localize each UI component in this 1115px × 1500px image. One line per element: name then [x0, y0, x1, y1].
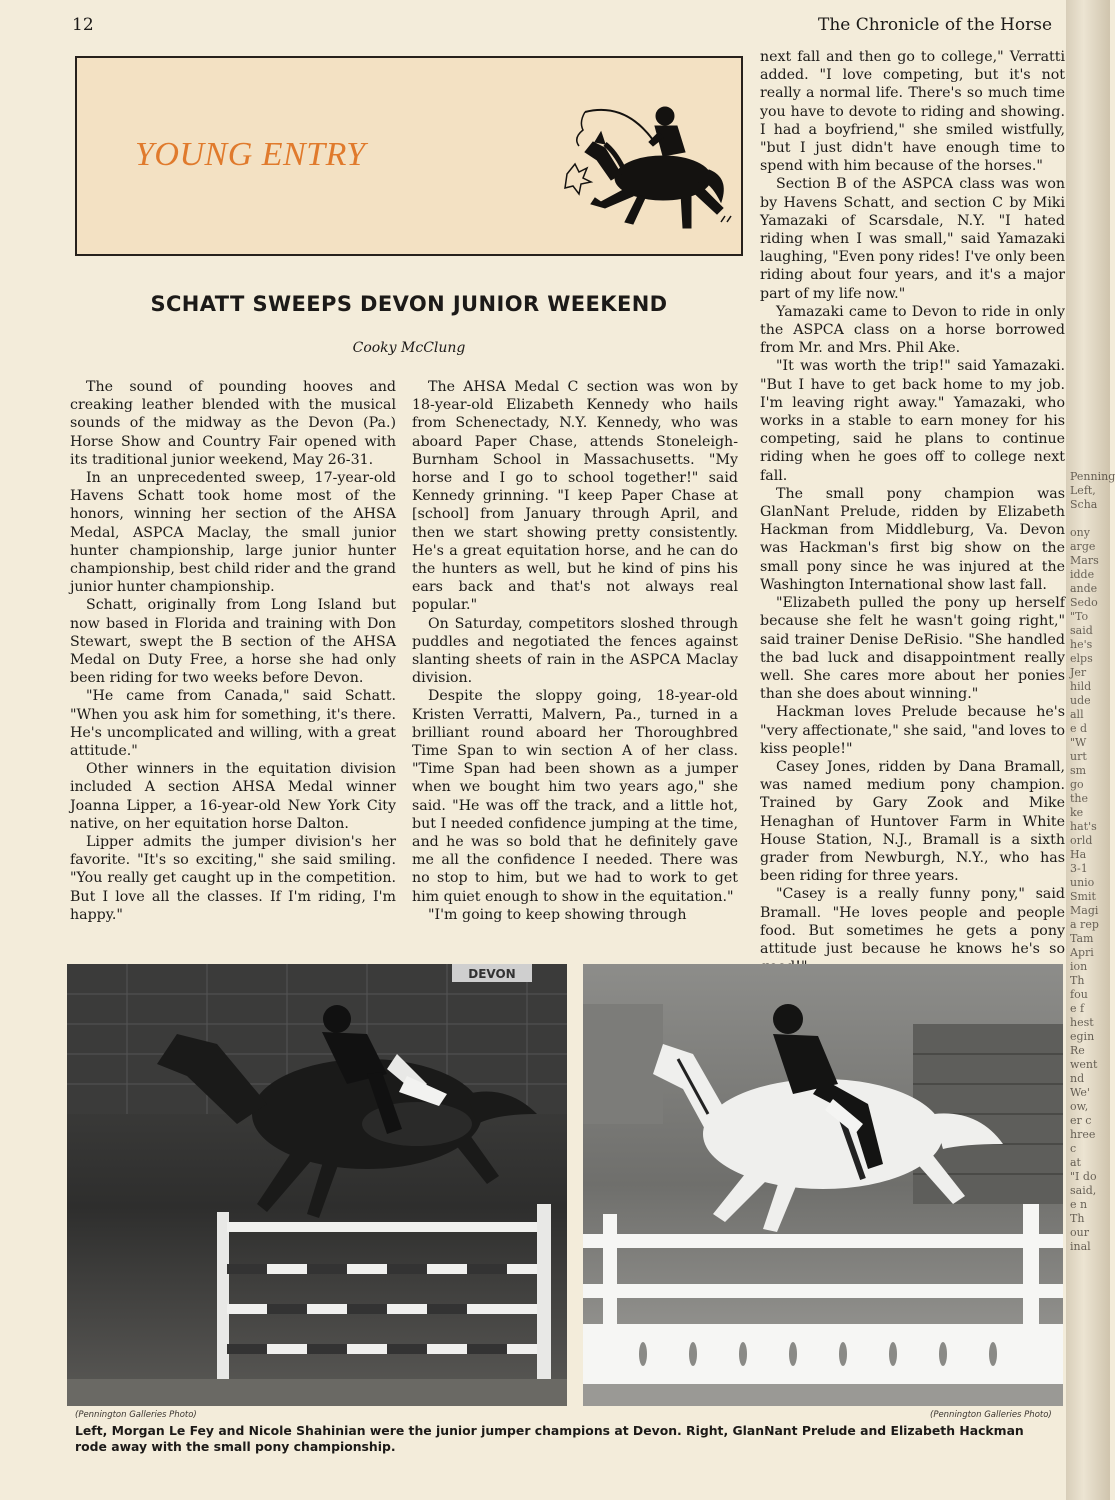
paragraph: The small pony champion was GlanNant Prelude, ridden by Elizabeth Hackman from Middleburg, Va. Devon was Hackman's first big show on the small pony since he was injured at the Washington International show last fall. — [760, 485, 1065, 593]
pony-jumping-photo — [583, 964, 1063, 1406]
adjacent-page-edge — [1066, 0, 1115, 1500]
photo-credit-left: (Pennington Galleries Photo) — [75, 1410, 197, 1420]
paragraph: "I'm going to keep showing through — [428, 906, 687, 923]
headline: SCHATT SWEEPS DEVON JUNIOR WEEKEND — [150, 292, 668, 316]
paragraph: Other winners in the equitation division included A section AHSA Medal winner Joanna Lipper, a 16-year-old New York City native, on her equitation horse Dalton. — [70, 761, 396, 832]
horse-jumping-photo — [67, 964, 567, 1406]
article-column-2 — [412, 378, 738, 924]
paragraph: Casey Jones, ridden by Dana Bramall, was named medium pony champion. Trained by Gary Zook and Mike Henaghan of Huntover Farm in White House Station, N.J., Bramall is a sixth grader from Newburgh, N.Y., who has been riding for three years. — [760, 758, 1065, 885]
photo-caption: Left, Morgan Le Fey and Nicole Shahinian were the junior jumper champions at Devon. Right, GlanNant Prelude and Elizabeth Hackman rode away with the small pony championship. — [75, 1423, 1024, 1454]
paragraph: Despite the sloppy going, 18-year-old Kristen Verratti, Malvern, Pa., turned in a brilliant round aboard her Thoroughbred Time Span to win section A of her class. "Time Span had been shown as a jumper when we bought him two years ago," she said. "He was off the track, and a little hot, but I needed confidence jumping at the time, and he was so bold that he definitely gave me all the confidence I needed. There was no stop to him, but we had to work to get him quiet enough to show in the equitation." — [412, 688, 738, 905]
paragraph: "Elizabeth pulled the pony up herself because she felt he wasn't going right," said trainer Denise DeRisio. "She handled the bad luck and disappointment really well. She cares more about her ponies than she does about winning." — [760, 595, 1065, 703]
running-head: The Chronicle of the Horse — [818, 15, 1053, 35]
paragraph: next fall and then go to college," Verratti added. "I love competing, but it's not really a normal life. There's so much time you have to devote to riding and showing. I had a boyfriend," she smiled wistfully, "but I just didn't have enough time to spend with him because of the horses." — [760, 49, 1065, 175]
arena-sign-text: DEVON — [468, 967, 516, 981]
photo-jumper-champions — [67, 964, 567, 1406]
paragraph: "It was worth the trip!" said Yamazaki. "But I have to get back home to my job. I'm leaving right away." Yamazaki, who works in a stable to earn money for his competing, said he plans to continue riding when he goes off to college next fall. — [760, 358, 1065, 484]
paragraph: On Saturday, competitors sloshed through puddles and negotiated the fences against slanting sheets of rain in the ASPCA Maclay division. — [412, 615, 738, 687]
paragraph: Lipper admits the jumper division's her favorite. "It's so exciting," she said smiling. "You really get caught up in the competition. But I love all the classes. If I'm riding, I'm happy." — [70, 834, 396, 923]
paragraph: In an unprecedented sweep, 17-year-old Havens Schatt took home most of the honors, winning her section of the AHSA Medal, ASPCA Maclay, the small junior hunter championship, large junior hunter championship, best child rider and the grand junior hunter championship. — [70, 470, 396, 596]
paragraph: The AHSA Medal C section was won by 18-year-old Elizabeth Kennedy who hails from Schenectady, N.Y. Kennedy, who was aboard Paper Chase, attends Stoneleigh-Burnham School in Massachusetts. "My horse and I go to school together!" said Kennedy grinning. "I keep Paper Chase at [school] from January through April, and then we start showing pretty consistently. He's a great equitation horse, and he can do the hunters as well, but he kind of pins his ears back and that's not always real popular." — [412, 379, 738, 614]
paragraph: Section B of the ASPCA class was won by Havens Schatt, and section C by Miki Yamazaki of Scarsdale, N.Y. "I hated riding when I was small," said Yamazaki laughing, "Even pony rides! I've only been riding about four years, and it's a major part of my life now." — [760, 176, 1065, 302]
paragraph: "He came from Canada," said Schatt. "When you ask him for something, it's there. He's uncomplicated and willing, with a great attitude." — [70, 688, 396, 760]
paragraph: Hackman loves Prelude because he's "very affectionate," she said, "and loves to kiss people!" — [760, 704, 1065, 757]
galloping-pony-rider-icon — [545, 82, 735, 242]
article-column-1 — [70, 378, 396, 924]
photo-credit-right: (Pennington Galleries Photo) — [930, 1410, 1052, 1420]
page-number: 12 — [72, 15, 94, 35]
paragraph: The sound of pounding hooves and creaking leather blended with the musical sounds of the midway as the Devon (Pa.) Horse Show and Country Fair opened with its traditional junior weekend, May 26-31. — [70, 379, 396, 468]
article-column-3 — [760, 48, 1065, 957]
paragraph: Yamazaki came to Devon to ride in only the ASPCA class on a horse borrowed from Mr. and Mrs. Phil Ake. — [760, 303, 1065, 357]
photo-small-pony-champion — [583, 964, 1063, 1406]
section-title: YOUNG ENTRY — [135, 136, 366, 173]
section-banner — [75, 56, 743, 256]
byline: Cooky McClung — [352, 340, 466, 356]
adjacent-page-text: Penning Left, Scha ony arge Mars idde ande Sedo "To said he's elps Jer hild ude all e d "W urt sm go the ke hat's orld Ha 3-1 unio Smit Magi a rep Tam Apri ion Th fou e f hest egin Re went nd We' ow, er c hree c at "I do said, e n Th our inal — [1070, 470, 1115, 1253]
paragraph: Schatt, originally from Long Island but now based in Florida and training with Don Stewart, swept the B section of the AHSA Medal on Duty Free, a horse she had only been riding for two weeks before Devon. — [70, 597, 396, 687]
paragraph: "Casey is a really funny pony," said Bramall. "He loves people and people food. But sometimes he gets a pony attitude just because he knows he's so — [760, 886, 1065, 957]
